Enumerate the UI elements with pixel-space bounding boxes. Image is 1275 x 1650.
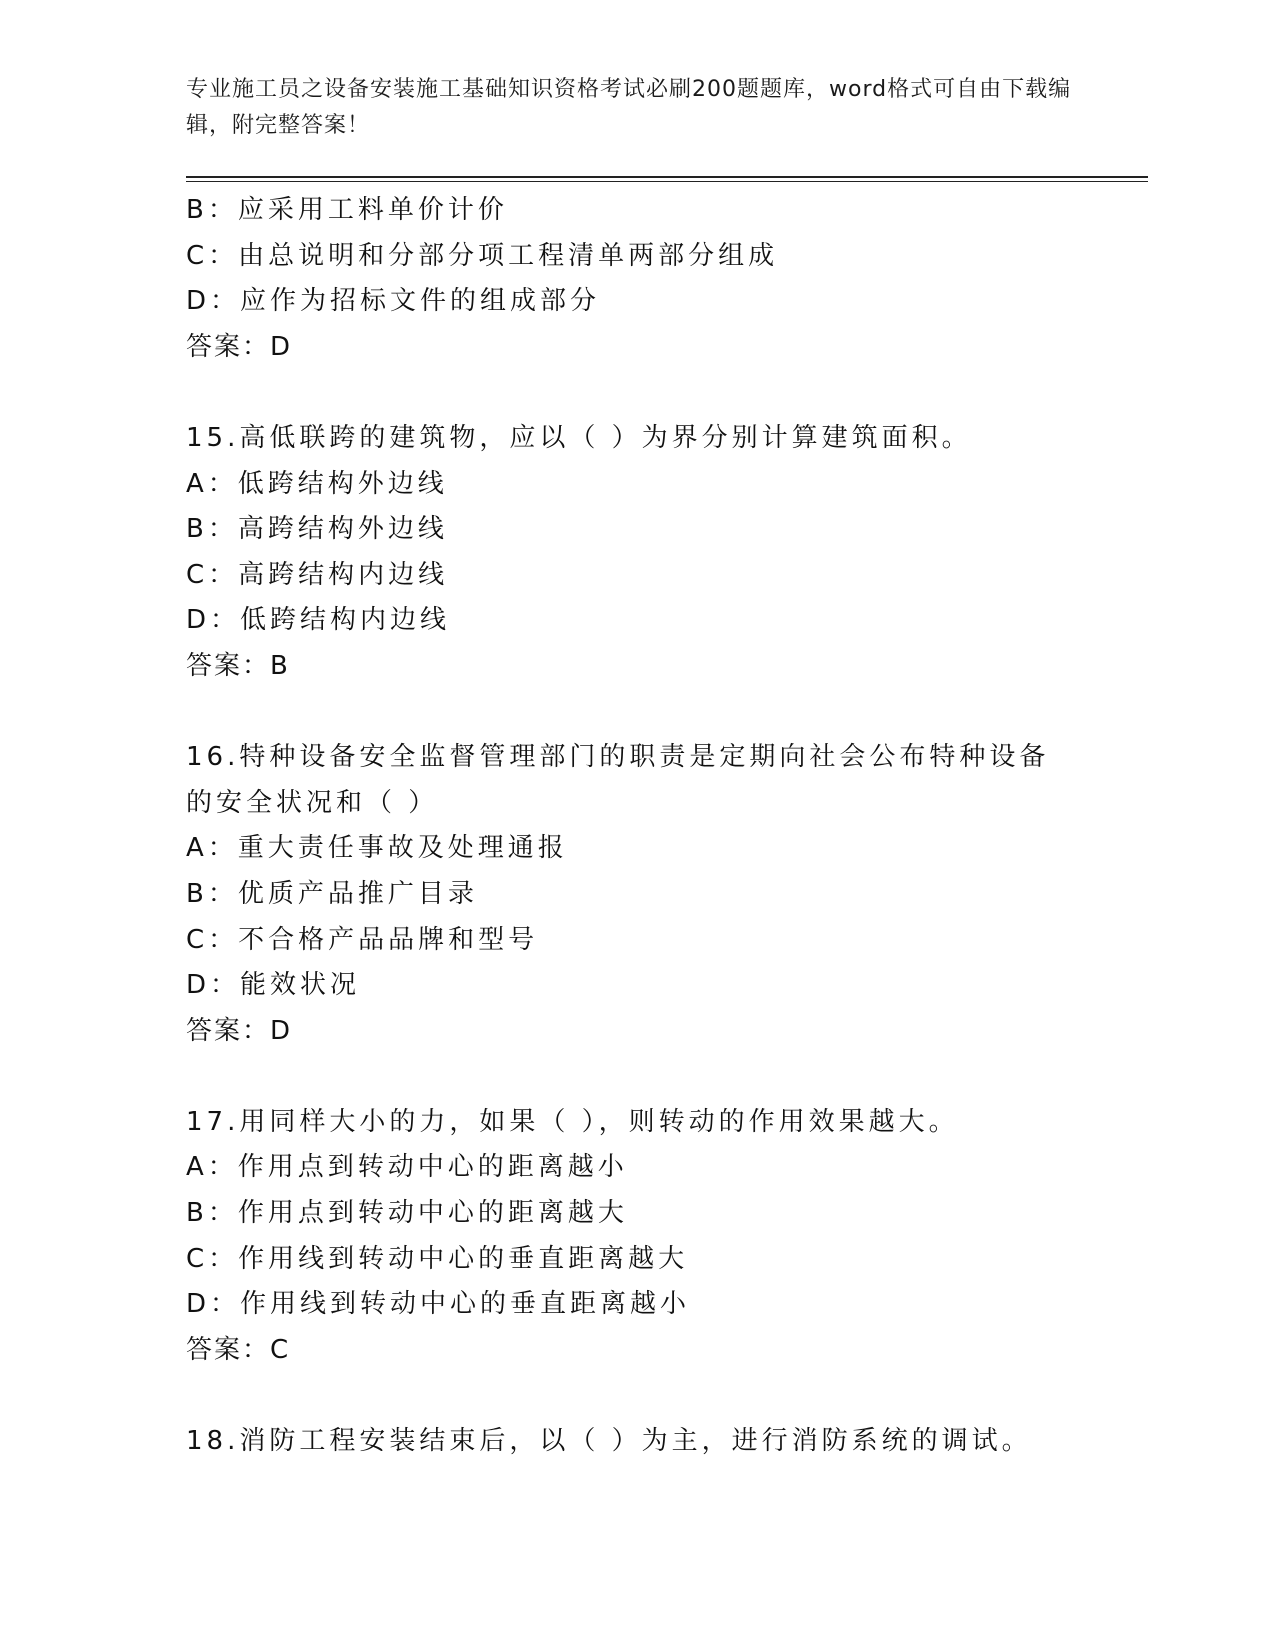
question-block [186,1100,1086,1374]
option-d: D：作用线到转动中心的垂直距离越小 [186,1289,691,1320]
option-b: B：应采用工料单价计价 [186,195,508,225]
option-d: D：能效状况 [186,970,361,1001]
option-c: C：高跨结构内边线 [186,559,449,590]
option-b: B：高跨结构外边线 [186,514,448,545]
answer-text: 答案：D [186,331,293,362]
question-list [186,188,1086,1465]
option-a: A：重大责任事故及处理通报 [186,833,568,864]
spacer [186,1054,1086,1100]
option-d: D：低跨结构内边线 [186,605,451,636]
answer-text: 答案：B [186,650,290,681]
question-block [186,188,1086,370]
option-c: C：由总说明和分部分项工程清单两部分组成 [186,240,779,271]
header-rule-thin [186,181,1148,182]
spacer [186,370,1086,416]
question-stem: 15.高低联跨的建筑物，应以（ ）为界分别计算建筑面积。 [186,422,972,453]
option-a: A：低跨结构外边线 [186,468,448,499]
question-stem: 17.用同样大小的力，如果（ ），则转动的作用效果越大。 [186,1106,959,1137]
spacer [186,1373,1086,1419]
question-block [186,416,1086,690]
answer-text: 答案：D [186,1015,293,1046]
question-block [186,1419,1086,1465]
option-b: B：作用点到转动中心的距离越大 [186,1198,628,1229]
option-c: C：不合格产品品牌和型号 [186,924,539,955]
question-block [186,735,1086,1054]
question-stem: 16.特种设备安全监督管理部门的职责是定期向社会公布特种设备的安全状况和（ ） [186,742,1050,818]
document-header: 专业施工员之设备安装施工基础知识资格考试必刷200题题库，word格式可自由下载编辑，附完整答案！ [186,77,1072,138]
spacer [186,690,1086,736]
option-b: B：优质产品推广目录 [186,878,478,909]
header-rule [186,176,1148,178]
option-a: A：作用点到转动中心的距离越小 [186,1152,628,1183]
option-d: D：应作为招标文件的组成部分 [186,286,601,317]
answer-text: 答案：C [186,1334,291,1365]
option-c: C：作用线到转动中心的垂直距离越大 [186,1243,689,1274]
question-stem: 18.消防工程安装结束后，以（ ）为主，进行消防系统的调试。 [186,1426,1032,1457]
